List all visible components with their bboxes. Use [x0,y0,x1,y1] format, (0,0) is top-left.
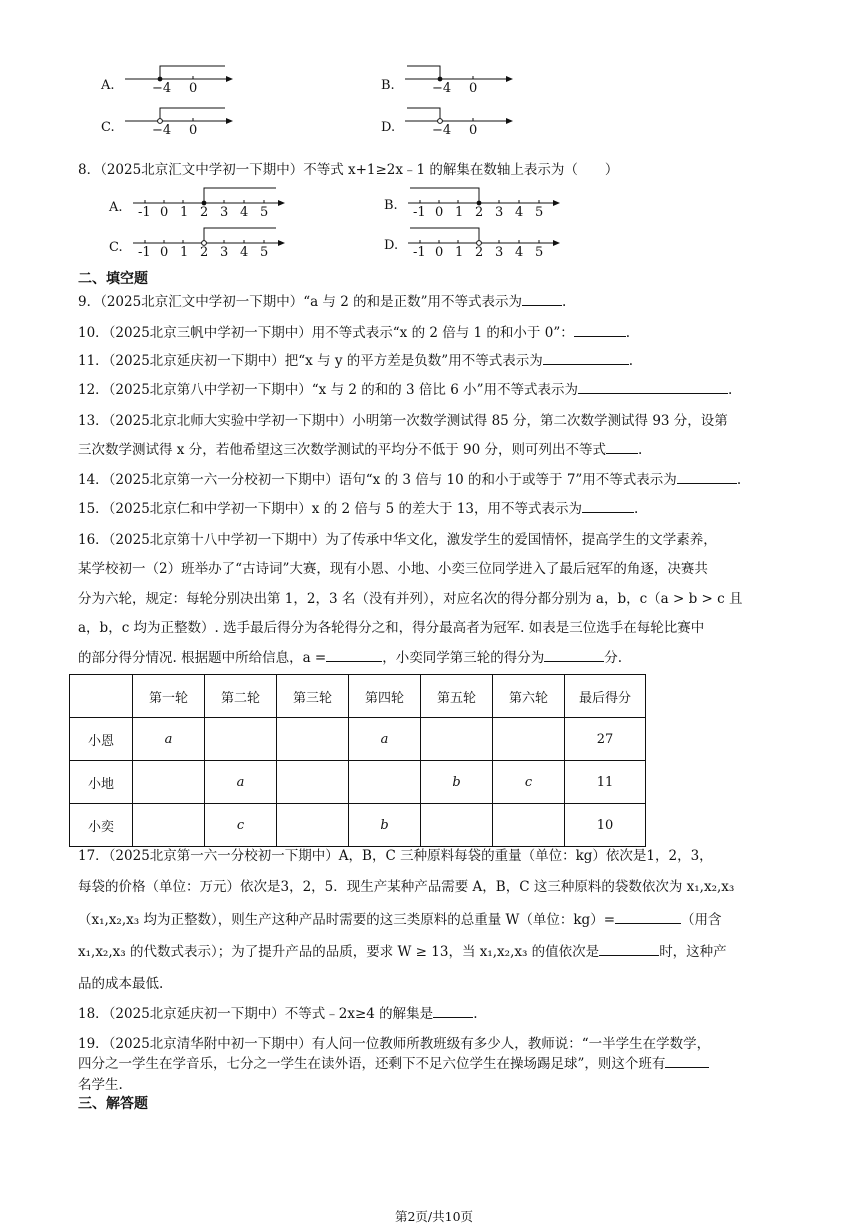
table-cell [133,761,205,804]
question-18: 18．（2025北京延庆初一下期中）不等式﹣2x≥4 的解集是 . [78,1002,477,1022]
table-header-cell: 第三轮 [277,675,349,718]
question-13-text: 三次数学测试得 x 分，若他希望这三次数学测试的平均分不低于 90 分，则可列出不等式 [78,442,606,458]
question-19-text: 四分之一学生在学音乐，七分之一学生在读外语，还剩下不足六位学生在操场踢足球”，则这个班有 [78,1056,666,1072]
answer-blank-a[interactable] [326,647,382,662]
q8-c-number-line [133,225,293,255]
question-17-text: （x₁,x₂,x₃ 均为正整数），则生产这种产品时需要的这三类原料的总重量 W（单位：kg）= [78,912,615,928]
table-cell [421,718,493,761]
table-cell [349,761,421,804]
answer-blank[interactable] [606,439,638,454]
question-8-stem: 8．（2025北京汇文中学初一下期中）不等式 x+1≥2x﹣1 的解集在数轴上表示为（ ） [78,162,619,178]
answer-blank[interactable] [433,1003,473,1018]
tick-label: 0 [189,81,198,96]
question-16-line-2: 某学校初一（2）班举办了“古诗词”大赛，现有小恩、小地、小奕三位同学进入了最后冠军的角逐，决赛共 [78,561,708,577]
question-16-line-1: 16．（2025北京第十八中学初一下期中）为了传承中华文化，激发学生的爱国情怀，提高学生的文学素养， [78,532,717,548]
q7-a-number-line [125,62,240,98]
question-15: 15．（2025北京仁和中学初一下期中）x 的 2 倍与 5 的差大于 13，用不等式表示为 . [78,497,638,517]
answer-blank[interactable] [582,498,634,513]
question-11-text: 11．（2025北京延庆初一下期中）把“x 与 y 的平方差是负数”用不等式表示为 [78,353,543,369]
table-row [70,804,646,847]
q8-b-number-line [408,185,568,215]
question-19-line-3: 名学生. [78,1077,123,1093]
question-17-line-1: 17．（2025北京第一六一分校初一下期中）A，B，C 三种原料每袋的重量（单位：kg）依次是1，2，3， [78,848,713,864]
tick-label: 0 [435,245,444,260]
table-cell [493,718,565,761]
table-header-cell [70,675,133,718]
question-17-line-3 [78,908,722,928]
tick-label: −4 [152,81,172,96]
answer-blank-weight[interactable] [615,909,681,924]
section-heading-answer: 三、解答题 [78,1096,148,1112]
tick-label: 3 [495,245,504,260]
tick-label: 0 [469,123,478,138]
tick-label: 2 [200,205,209,220]
answer-blank-values[interactable] [599,941,659,956]
question-12: 12．（2025北京第八中学初一下期中）“x 与 2 的和的 3 倍比 6 小”用不等式表示为 . [78,378,732,398]
question-17-text: 时，这种产 [659,944,727,960]
option-a-label: A. [101,78,115,93]
option-a-label: A. [109,200,123,215]
option-d-label: D. [381,120,396,135]
tick-label: -1 [413,205,426,220]
question-17-line-4 [78,940,727,960]
question-9: 9．（2025北京汇文中学初一下期中）“a 与 2 的和是正数”用不等式表示为 . [78,290,566,310]
tick-label: 3 [220,245,229,260]
score-table [69,674,646,847]
q8-a-number-line [133,185,293,215]
tick-label: 3 [220,205,229,220]
question-11: 11．（2025北京延庆初一下期中）把“x 与 y 的平方差是负数”用不等式表示为 . [78,349,633,369]
tick-label: 4 [240,245,249,260]
tick-label: 1 [455,205,464,220]
table-cell: 11 [565,761,646,804]
tick-label: 4 [515,245,524,260]
table-header-cell: 第二轮 [205,675,277,718]
table-cell [277,804,349,847]
option-c-label: C. [101,120,115,135]
table-cell: c [205,804,277,847]
question-9-text: 9．（2025北京汇文中学初一下期中）“a 与 2 的和是正数”用不等式表示为 [78,294,523,310]
question-17-text: （用含 [681,912,722,928]
tick-label: 1 [180,205,189,220]
table-header-cell: 最后得分 [565,675,646,718]
answer-blank[interactable] [543,350,629,365]
table-header-cell: 第四轮 [349,675,421,718]
section-heading-fill-in: 二、填空题 [78,271,148,287]
table-cell [493,804,565,847]
table-header-cell: 第一轮 [133,675,205,718]
tick-label: 2 [475,205,484,220]
question-19-line-1: 19．（2025北京清华附中初一下期中）有人问一位教师所教班级有多少人，教师说：“一半学生在学数学， [78,1036,711,1052]
question-13-line-1: 13．（2025北京北师大实验中学初一下期中）小明第一次数学测试得 85 分，第二次数学测试得 93 分，设第 [78,413,728,429]
table-cell: a [133,718,205,761]
tick-label: 5 [260,245,269,260]
option-d-label: D. [384,238,399,253]
q7-c-number-line [125,104,240,140]
option-c-label: C. [109,240,123,255]
table-cell: 10 [565,804,646,847]
table-cell: 小地 [70,761,133,804]
table-cell [205,718,277,761]
tick-label: 4 [240,205,249,220]
question-19-line-2 [78,1052,709,1072]
q7-d-number-line [405,104,520,140]
table-header-row [70,675,646,718]
tick-label: 5 [535,205,544,220]
answer-blank[interactable] [522,291,562,306]
page-footer: 第2页/共10页 [394,1209,474,1224]
tick-label: −4 [152,123,172,138]
tick-label: -1 [138,245,151,260]
table-header-cell: 第五轮 [421,675,493,718]
question-16-line-3: 分为六轮，规定：每轮分别决出第 1，2，3 名（没有并列），对应名次的得分都分别为 a，b，c（a > b > c 且 [78,591,743,607]
question-16-text: 分. [604,650,623,666]
table-cell [133,804,205,847]
option-b-label: B. [381,78,395,93]
table-row [70,761,646,804]
question-18-text: 18．（2025北京延庆初一下期中）不等式﹣2x≥4 的解集是 [78,1006,434,1022]
table-cell [277,718,349,761]
question-16-text: 的部分得分情况. 根据题中所给信息，a = [78,650,327,666]
table-cell [277,761,349,804]
question-15-text: 15．（2025北京仁和中学初一下期中）x 的 2 倍与 5 的差大于 13，用不等式表示为 [78,501,583,517]
question-13: 三次数学测试得 x 分，若他希望这三次数学测试的平均分不低于 90 分，则可列出不等式 . [78,438,642,458]
answer-blank[interactable] [677,469,737,484]
tick-label: 0 [160,205,169,220]
tick-label: 0 [160,245,169,260]
tick-label: 1 [455,245,464,260]
question-12-text: 12．（2025北京第八中学初一下期中）“x 与 2 的和的 3 倍比 6 小”用不等式表示为 [78,382,579,398]
tick-label: 0 [189,123,198,138]
tick-label: −4 [432,123,452,138]
answer-blank[interactable] [665,1053,709,1068]
question-16-text: ，小奕同学第三轮的得分为 [382,650,545,666]
table-cell: 小恩 [70,718,133,761]
tick-label: 0 [469,81,478,96]
question-17-line-5: 品的成本最低. [78,976,164,992]
tick-label: 4 [515,205,524,220]
table-row [70,718,646,761]
question-16-line-4: a，b，c 均为正整数）. 选手最后得分为各轮得分之和，得分最高者为冠军. 如表是三位选手在每轮比赛中 [78,620,705,636]
tick-label: 1 [180,245,189,260]
table-cell: a [205,761,277,804]
table-header-cell: 第六轮 [493,675,565,718]
q7-b-number-line [405,62,520,98]
tick-label: 0 [435,205,444,220]
option-b-label: B. [384,198,398,213]
question-17-text: x₁,x₂,x₃ 的代数式表示）；为了提升产品的品质，要求 W ≥ 13，当 x₁,x₂,x₃ 的值依次是 [78,944,600,960]
table-cell: b [421,761,493,804]
tick-label: 2 [200,245,209,260]
q8-d-number-line [408,225,568,255]
question-16-line-5 [78,646,622,666]
table-cell: 27 [565,718,646,761]
question-14: 14．（2025北京第一六一分校初一下期中）语句“x 的 3 倍与 10 的和小于或等于 7”用不等式表示为 . [78,468,741,488]
table-cell: c [493,761,565,804]
answer-blank-third-round[interactable] [544,647,604,662]
table-cell [421,804,493,847]
tick-label: 2 [475,245,484,260]
tick-label: 5 [535,245,544,260]
tick-label: -1 [413,245,426,260]
question-10-text: 10．（2025北京三帆中学初一下期中）用不等式表示“x 的 2 倍与 1 的和小于 0”： [78,325,574,341]
tick-label: −4 [432,81,452,96]
question-14-text: 14．（2025北京第一六一分校初一下期中）语句“x 的 3 倍与 10 的和小于或等于 7”用不等式表示为 [78,472,677,488]
tick-label: -1 [138,205,151,220]
question-17-line-2: 每袋的价格（单位：万元）依次是3，2，5．现生产某种产品需要 A，B，C 这三种原料的袋数依次为 x₁,x₂,x₃ [78,879,735,895]
question-10: 10．（2025北京三帆中学初一下期中）用不等式表示“x 的 2 倍与 1 的和小于 0”： . [78,321,630,341]
table-cell: 小奕 [70,804,133,847]
table-cell: a [349,718,421,761]
answer-blank[interactable] [578,379,728,394]
table-cell: b [349,804,421,847]
answer-blank[interactable] [574,322,626,337]
tick-label: 3 [495,205,504,220]
tick-label: 5 [260,205,269,220]
